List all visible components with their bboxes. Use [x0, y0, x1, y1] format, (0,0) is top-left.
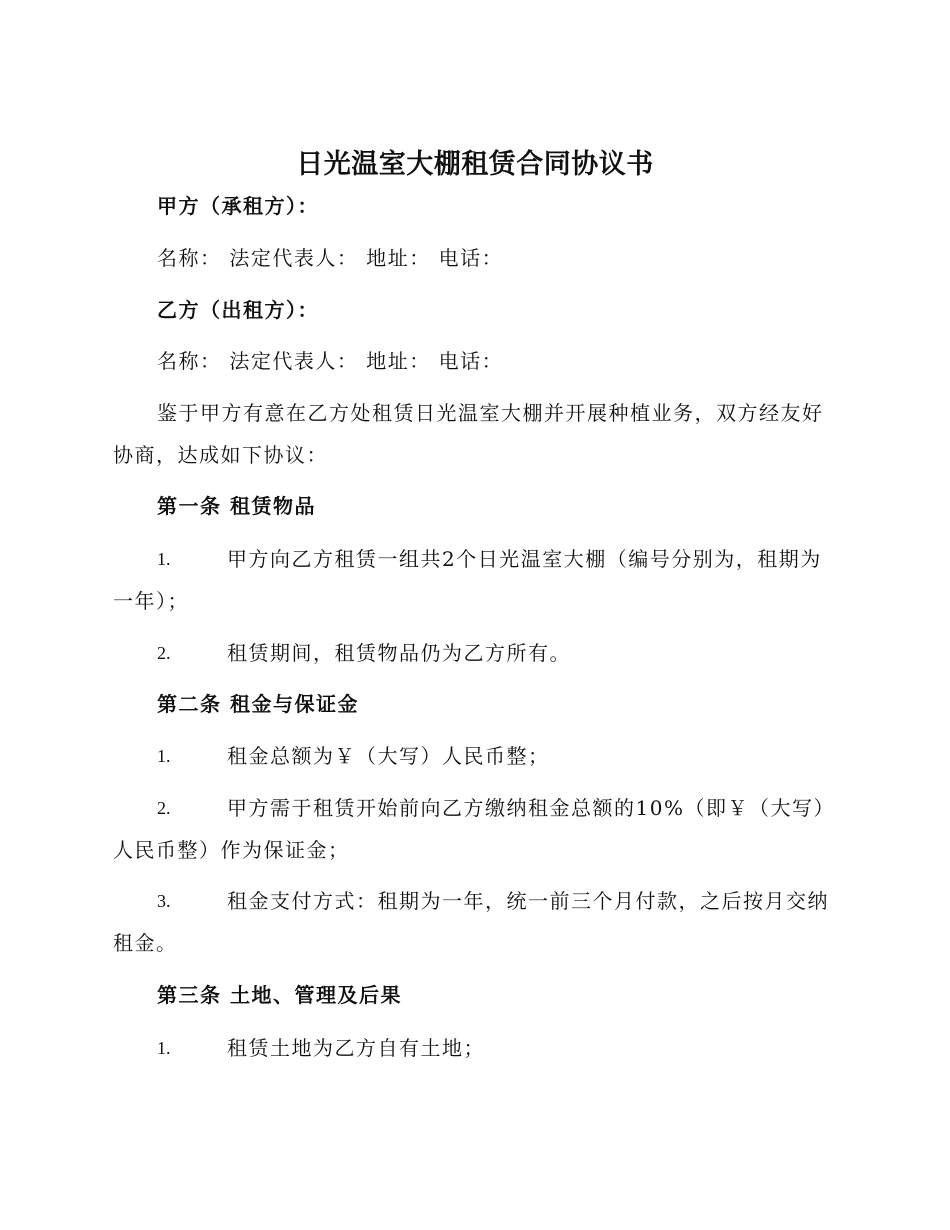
- article-1-item-2-line-1: 租赁期间，租赁物品仍为乙方所有。: [227, 641, 571, 665]
- party-a-fields: 名称： 法定代表人： 地址： 电话：: [157, 246, 504, 270]
- preamble-line-1: 鉴于甲方有意在乙方处租赁日光温室大棚并开展种植业务，双方经友好: [157, 401, 824, 425]
- article-2-item-2-line-2: 人民币整）作为保证金；: [113, 838, 350, 862]
- article-3-item-1-number: 1.: [157, 1038, 171, 1058]
- preamble-line-2: 协商，达成如下协议：: [113, 443, 328, 467]
- document-title: 日光温室大棚租赁合同协议书: [296, 149, 654, 180]
- article-1-item-2-number: 2.: [157, 643, 171, 663]
- article-1-item-1-line-2: 一年）；: [113, 589, 189, 613]
- article-1-item-1-line-1: 甲方向乙方租赁一组共2个日光温室大棚（编号分别为，租期为: [227, 547, 822, 571]
- party-b-heading: 乙方（出租方）：: [157, 298, 319, 322]
- article-2-item-1-number: 1.: [157, 746, 171, 766]
- article-2-item-3-line-1: 租金支付方式：租期为一年，统一前三个月付款，之后按月交纳: [227, 889, 829, 913]
- article-3-item-1-line-1: 租赁土地为乙方自有土地；: [227, 1036, 485, 1060]
- article-2-item-1-line-1: 租金总额为￥（大写）人民币整；: [227, 744, 550, 768]
- article-3-heading: 第三条 土地、管理及后果: [157, 983, 402, 1007]
- article-2-item-3-number: 3.: [157, 891, 171, 911]
- article-1-heading: 第一条 租赁物品: [157, 494, 316, 518]
- article-2-item-2-number: 2.: [157, 798, 171, 818]
- party-a-heading: 甲方（承租方）：: [157, 194, 319, 218]
- article-1-item-1-number: 1.: [157, 549, 171, 569]
- party-b-fields: 名称： 法定代表人： 地址： 电话：: [157, 349, 504, 373]
- article-2-item-2-line-1: 甲方需于租赁开始前向乙方缴纳租金总额的10%（即￥（大写）: [227, 796, 835, 820]
- article-2-heading: 第二条 租金与保证金: [157, 692, 359, 716]
- article-2-item-3-line-2: 租金。: [113, 931, 178, 955]
